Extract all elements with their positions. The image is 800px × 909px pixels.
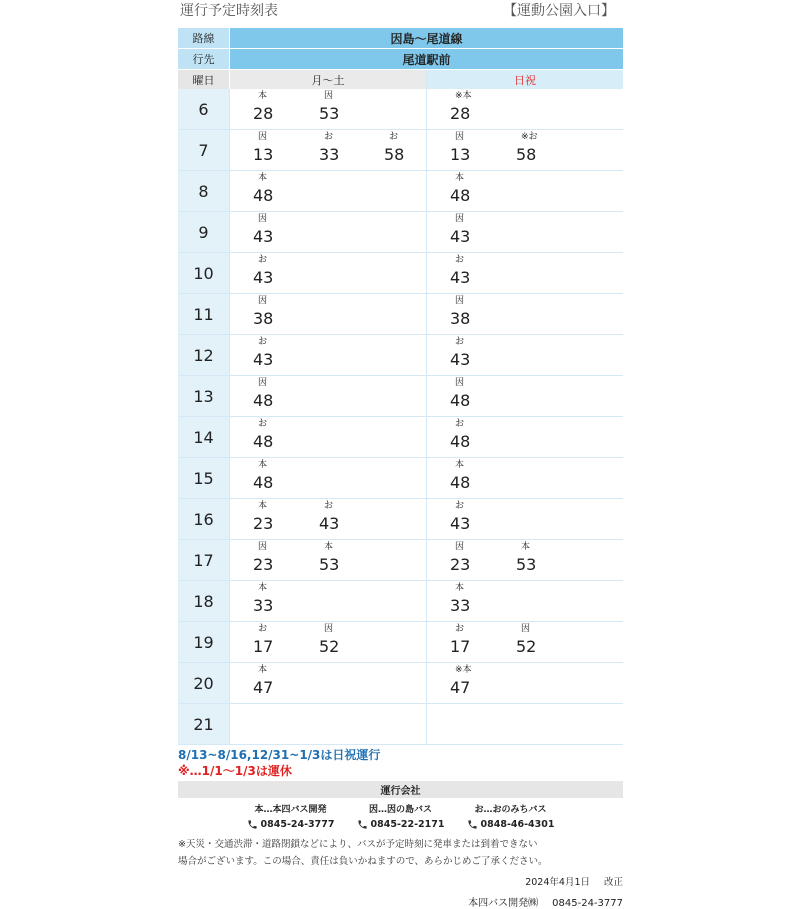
timetable-body: [178, 89, 623, 745]
day-label: 曜日: [178, 70, 230, 89]
operator-mark: 本: [258, 173, 268, 183]
departure-minute: 43: [319, 514, 340, 533]
operator-mark: 因: [455, 296, 465, 306]
departure: [427, 295, 477, 330]
operator-mark: 因: [455, 378, 465, 388]
operator-mark: お: [455, 501, 465, 511]
operator-mark: 本: [258, 583, 268, 593]
operator: [357, 802, 445, 830]
weekday-cell: [230, 417, 427, 457]
operator-mark: 因: [455, 132, 465, 142]
departure-minute: 58: [384, 145, 405, 164]
table-row: [178, 89, 623, 130]
departure-minute: 48: [450, 432, 471, 451]
holiday-cell: [427, 663, 623, 703]
revision-date: 2024年4月1日: [525, 877, 590, 888]
operator-mark: お: [324, 501, 334, 511]
departure-minute: 47: [253, 678, 274, 697]
route-value: 因島〜尾道線: [230, 28, 623, 48]
departure: [427, 623, 477, 658]
operator-mark: 因: [324, 91, 334, 101]
departure: [493, 131, 543, 166]
table-row: [178, 171, 623, 212]
departure: [427, 377, 477, 412]
departure: [230, 664, 280, 699]
weekday-cell: [230, 212, 427, 252]
operator-name: 本…本四バス開発: [254, 805, 327, 815]
departure: [230, 418, 280, 453]
timetable: [178, 0, 623, 909]
hour-cell: 15: [178, 458, 230, 498]
operator-mark: 因: [258, 378, 268, 388]
stop-name: 【運動公園入口】: [503, 3, 615, 19]
operator-mark: お: [258, 337, 268, 347]
departure: [230, 254, 280, 289]
departure-minute: 43: [450, 268, 471, 287]
operator-mark: 因: [258, 296, 268, 306]
departure-minute: 23: [253, 514, 274, 533]
page-title: 運行予定時刻表: [180, 3, 278, 19]
operator-mark: 本: [455, 173, 465, 183]
hour-cell: 12: [178, 335, 230, 375]
hour-cell: 21: [178, 704, 230, 744]
departure-minute: 23: [450, 555, 471, 574]
operator: [247, 802, 335, 830]
operator-mark: お: [455, 419, 465, 429]
table-row: [178, 581, 623, 622]
company-phone: 0845-24-3777: [552, 898, 623, 909]
hour-cell: 19: [178, 622, 230, 662]
operator-mark: 因: [521, 624, 531, 634]
departure: [230, 582, 280, 617]
holiday-cell: [427, 417, 623, 457]
departure: [296, 131, 346, 166]
departure-minute: 53: [516, 555, 537, 574]
departure: [427, 418, 477, 453]
departure-minute: 43: [253, 350, 274, 369]
operator-mark: 因: [455, 542, 465, 552]
operator-mark: 本: [258, 460, 268, 470]
departure-minute: 38: [253, 309, 274, 328]
hour-cell: 17: [178, 540, 230, 580]
departure-minute: 28: [450, 104, 471, 123]
page-header: [178, 0, 623, 28]
operators-list: [178, 802, 623, 830]
table-row: [178, 130, 623, 171]
departure-minute: 58: [516, 145, 537, 164]
departure: [230, 131, 280, 166]
table-row: [178, 704, 623, 745]
destination-row: [178, 49, 623, 70]
holiday-cell: [427, 458, 623, 498]
weekday-cell: [230, 540, 427, 580]
departure: [230, 623, 280, 658]
operator-mark: ※本: [455, 665, 472, 675]
weekday-cell: [230, 253, 427, 293]
departure: [230, 90, 280, 125]
departure-minute: 43: [450, 350, 471, 369]
revision-label: 改正: [603, 877, 623, 888]
weekday-cell: [230, 663, 427, 703]
departure-minute: 38: [450, 309, 471, 328]
operator-name: お…おのみちバス: [474, 805, 547, 815]
route-row: [178, 28, 623, 49]
departure: [427, 582, 477, 617]
operator-mark: 因: [258, 132, 268, 142]
departure-minute: 48: [253, 473, 274, 492]
departure: [427, 459, 477, 494]
departure-minute: 17: [450, 637, 471, 656]
operator-mark: お: [455, 624, 465, 634]
departure-minute: 33: [450, 596, 471, 615]
operator-mark: 本: [258, 91, 268, 101]
departure-minute: 48: [253, 186, 274, 205]
operator-phone-row: [247, 819, 335, 830]
departure: [230, 541, 280, 576]
notes: [178, 745, 623, 779]
departure-minute: 43: [450, 514, 471, 533]
departure: [230, 377, 280, 412]
departure-minute: 47: [450, 678, 471, 697]
hour-cell: 13: [178, 376, 230, 416]
weekday-cell: [230, 294, 427, 334]
operator-mark: ※本: [455, 91, 472, 101]
disclaimer: [178, 836, 623, 870]
day-type-row: [178, 70, 623, 89]
holiday-cell: [427, 376, 623, 416]
operator-mark: 因: [324, 624, 334, 634]
phone-icon: [357, 819, 368, 830]
table-row: [178, 458, 623, 499]
departure-minute: 53: [319, 104, 340, 123]
weekday-cell: [230, 130, 427, 170]
departure: [427, 172, 477, 207]
table-row: [178, 294, 623, 335]
weekday-cell: [230, 171, 427, 211]
holiday-service-note: 8/13~8/16,12/31~1/3は日祝運行: [178, 748, 381, 762]
holiday-cell: [427, 171, 623, 211]
weekday-cell: [230, 376, 427, 416]
departure-minute: 28: [253, 104, 274, 123]
departure-minute: 48: [450, 473, 471, 492]
table-row: [178, 622, 623, 663]
operator-phone-row: [357, 819, 445, 830]
departure: [230, 500, 280, 535]
hour-cell: 14: [178, 417, 230, 457]
table-row: [178, 663, 623, 704]
operator-mark: 本: [455, 583, 465, 593]
holiday-cell: [427, 130, 623, 170]
table-row: [178, 253, 623, 294]
operator-phone: 0848-46-4301: [480, 819, 555, 830]
weekday-cell: [230, 704, 427, 744]
hour-cell: 16: [178, 499, 230, 539]
table-row: [178, 212, 623, 253]
table-row: [178, 417, 623, 458]
operator-name: 因…因の島バス: [368, 805, 432, 815]
departure: [230, 459, 280, 494]
phone-icon: [247, 819, 258, 830]
holiday-cell: [427, 89, 623, 129]
departure: [296, 90, 346, 125]
weekday-cell: [230, 89, 427, 129]
operator-mark: 因: [258, 214, 268, 224]
hour-cell: 6: [178, 89, 230, 129]
operator-mark: 因: [455, 214, 465, 224]
table-row: [178, 335, 623, 376]
hour-cell: 18: [178, 581, 230, 621]
departure-minute: 33: [253, 596, 274, 615]
departure: [427, 213, 477, 248]
weekday-header: 月〜土: [230, 70, 427, 89]
weekday-cell: [230, 499, 427, 539]
departure: [296, 541, 346, 576]
operator-mark: 本: [258, 501, 268, 511]
phone-icon: [467, 819, 478, 830]
holiday-cell: [427, 499, 623, 539]
weekday-cell: [230, 622, 427, 662]
departure-minute: 53: [319, 555, 340, 574]
table-row: [178, 540, 623, 581]
departure-minute: 48: [450, 391, 471, 410]
departure-minute: 33: [319, 145, 340, 164]
destination-label: 行先: [178, 49, 230, 69]
table-row: [178, 376, 623, 417]
departure-minute: 43: [253, 268, 274, 287]
departure-minute: 52: [516, 637, 537, 656]
hour-cell: 9: [178, 212, 230, 252]
operator-mark: お: [389, 132, 399, 142]
company-name: 本四バス開発㈱: [468, 898, 539, 909]
holiday-cell: [427, 253, 623, 293]
table-row: [178, 499, 623, 540]
operator-mark: 本: [521, 542, 531, 552]
holiday-cell: [427, 294, 623, 334]
hour-cell: 10: [178, 253, 230, 293]
suspension-note: ※…1/1～1/3は運休: [178, 764, 292, 778]
departure: [296, 500, 346, 535]
operator-phone: 0845-24-3777: [260, 819, 335, 830]
departure: [427, 541, 477, 576]
departure: [427, 90, 477, 125]
departure: [493, 541, 543, 576]
departure-minute: 48: [450, 186, 471, 205]
holiday-header: 日祝: [427, 70, 623, 89]
departure: [296, 623, 346, 658]
operator-mark: 本: [324, 542, 334, 552]
operator-mark: お: [258, 255, 268, 265]
departure: [230, 295, 280, 330]
operator-mark: 本: [258, 665, 268, 675]
departure: [427, 131, 477, 166]
weekday-cell: [230, 581, 427, 621]
departure-minute: 43: [253, 227, 274, 246]
departure: [493, 623, 543, 658]
operator-phone: 0845-22-2171: [370, 819, 445, 830]
operator: [467, 802, 555, 830]
operator-phone-row: [467, 819, 555, 830]
operator-mark: お: [324, 132, 334, 142]
holiday-cell: [427, 622, 623, 662]
departure: [427, 254, 477, 289]
holiday-cell: [427, 335, 623, 375]
hour-cell: 8: [178, 171, 230, 211]
hour-cell: 20: [178, 663, 230, 703]
holiday-cell: [427, 540, 623, 580]
operator-mark: ※お: [521, 132, 538, 142]
departure: [230, 336, 280, 371]
contact: [178, 894, 623, 909]
departure-minute: 52: [319, 637, 340, 656]
holiday-cell: [427, 212, 623, 252]
departure: [230, 213, 280, 248]
operator-mark: お: [258, 419, 268, 429]
route-label: 路線: [178, 28, 230, 48]
departure-minute: 48: [253, 391, 274, 410]
weekday-cell: [230, 458, 427, 498]
departure-minute: 13: [450, 145, 471, 164]
departure-minute: 17: [253, 637, 274, 656]
operator-mark: お: [455, 255, 465, 265]
departure: [427, 664, 477, 699]
destination-value: 尾道駅前: [230, 49, 623, 69]
disclaimer-line-1: ※天災・交通渋滞・道路閉鎖などにより、バスが予定時刻に発車または到着できない: [178, 839, 538, 850]
departure-minute: 23: [253, 555, 274, 574]
weekday-cell: [230, 335, 427, 375]
departure-minute: 48: [253, 432, 274, 451]
holiday-cell: [427, 704, 623, 744]
operators-title: 運行会社: [178, 781, 623, 798]
holiday-cell: [427, 581, 623, 621]
operator-mark: お: [455, 337, 465, 347]
departure-minute: 43: [450, 227, 471, 246]
operator-mark: お: [258, 624, 268, 634]
disclaimer-line-2: 場合がございます。この場合、責任は負いかねますので、あらかじめご了承ください。: [178, 856, 548, 867]
operator-mark: 本: [455, 460, 465, 470]
departure: [361, 131, 411, 166]
operator-mark: 因: [258, 542, 268, 552]
departure: [230, 172, 280, 207]
departure: [427, 500, 477, 535]
departure: [427, 336, 477, 371]
hour-cell: 7: [178, 130, 230, 170]
departure-minute: 13: [253, 145, 274, 164]
hour-cell: 11: [178, 294, 230, 334]
